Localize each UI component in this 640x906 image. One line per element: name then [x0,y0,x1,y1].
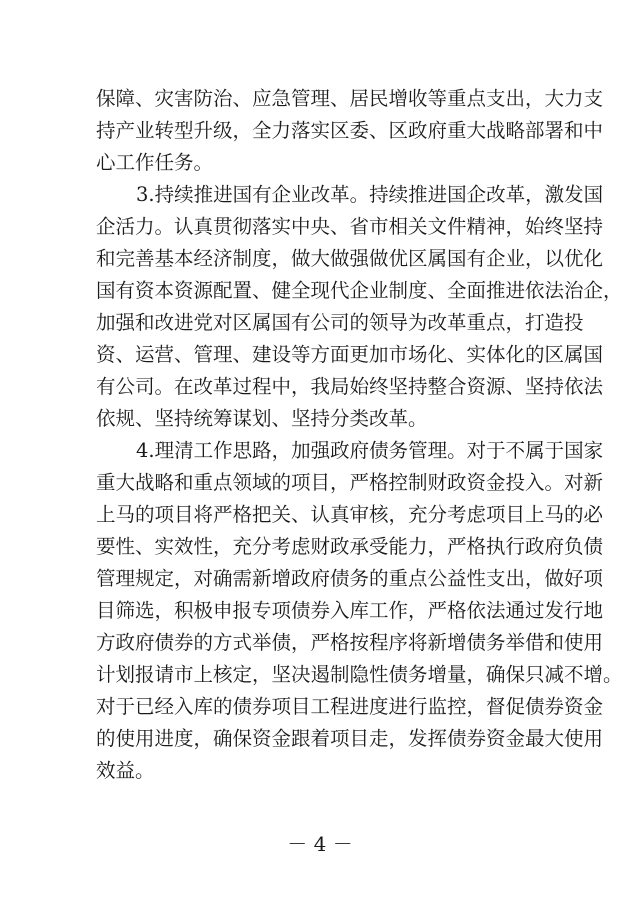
paragraph-3-line-9: 对于已经入库的债券项目工程进度进行监控，督促债券资金 [96,695,604,718]
paragraph-3-line-2: 重大战略和重点领域的项目，严格控制财政资金投入。对新 [96,471,604,494]
paragraph-2-line-1: 3.持续推进国有企业改革。持续推进国企改革，激发国 [136,183,604,206]
paragraph-2-line-8: 依规、坚持统筹谋划、坚持分类改革。 [96,407,428,430]
paragraph-3-line-6: 目筛选，积极申报专项债券入库工作，严格依法通过发行地 [96,599,604,622]
page-number: － 4 － [287,832,353,856]
paragraph-1-line-1: 保障、灾害防治、应急管理、居民增收等重点支出，大力支 [96,87,604,110]
paragraph-3-line-8: 计划报请市上核定，坚决遏制隐性债务增量，确保只减不增。 [96,663,623,686]
paragraph-2-line-7: 有公司。在改革过程中，我局始终坚持整合资源、坚持依法 [96,375,604,398]
paragraph-1-line-2: 持产业转型升级，全力落实区委、区政府重大战略部署和中 [96,119,604,142]
paragraph-2-line-5: 加强和改进党对区属国有公司的领导为改革重点，打造投 [96,311,584,334]
paragraph-2-line-3: 和完善基本经济制度，做大做强做优区属国有企业，以优化 [96,247,604,270]
paragraph-3-line-1: 4.理清工作思路，加强政府债务管理。对于不属于国家 [136,439,604,462]
paragraph-2-line-4: 国有资本资源配置、健全现代企业制度、全面推进依法治企， [96,279,623,302]
paragraph-3-line-4: 要性、实效性，充分考虑财政承受能力，严格执行政府负债 [96,535,604,558]
paragraph-1-line-3: 心工作任务。 [96,151,214,174]
body-text [96,0,623,906]
paragraph-2-line-6: 资、运营、管理、建设等方面更加市场化、实体化的区属国 [96,343,604,366]
paragraph-3-line-10: 的使用进度，确保资金跟着项目走，发挥债券资金最大使用 [96,727,604,750]
paragraph-3-line-5: 管理规定，对确需新增政府债务的重点公益性支出，做好项 [96,567,604,590]
paragraph-2-line-2: 企活力。认真贯彻落实中央、省市相关文件精神，始终坚持 [96,215,604,238]
paragraph-3-line-3: 上马的项目将严格把关、认真审核，充分考虑项目上马的必 [96,503,604,526]
paragraph-3-line-11: 效益。 [96,759,155,782]
paragraph-3-line-7: 方政府债券的方式举债，严格按程序将新增债务举借和使用 [96,631,604,654]
